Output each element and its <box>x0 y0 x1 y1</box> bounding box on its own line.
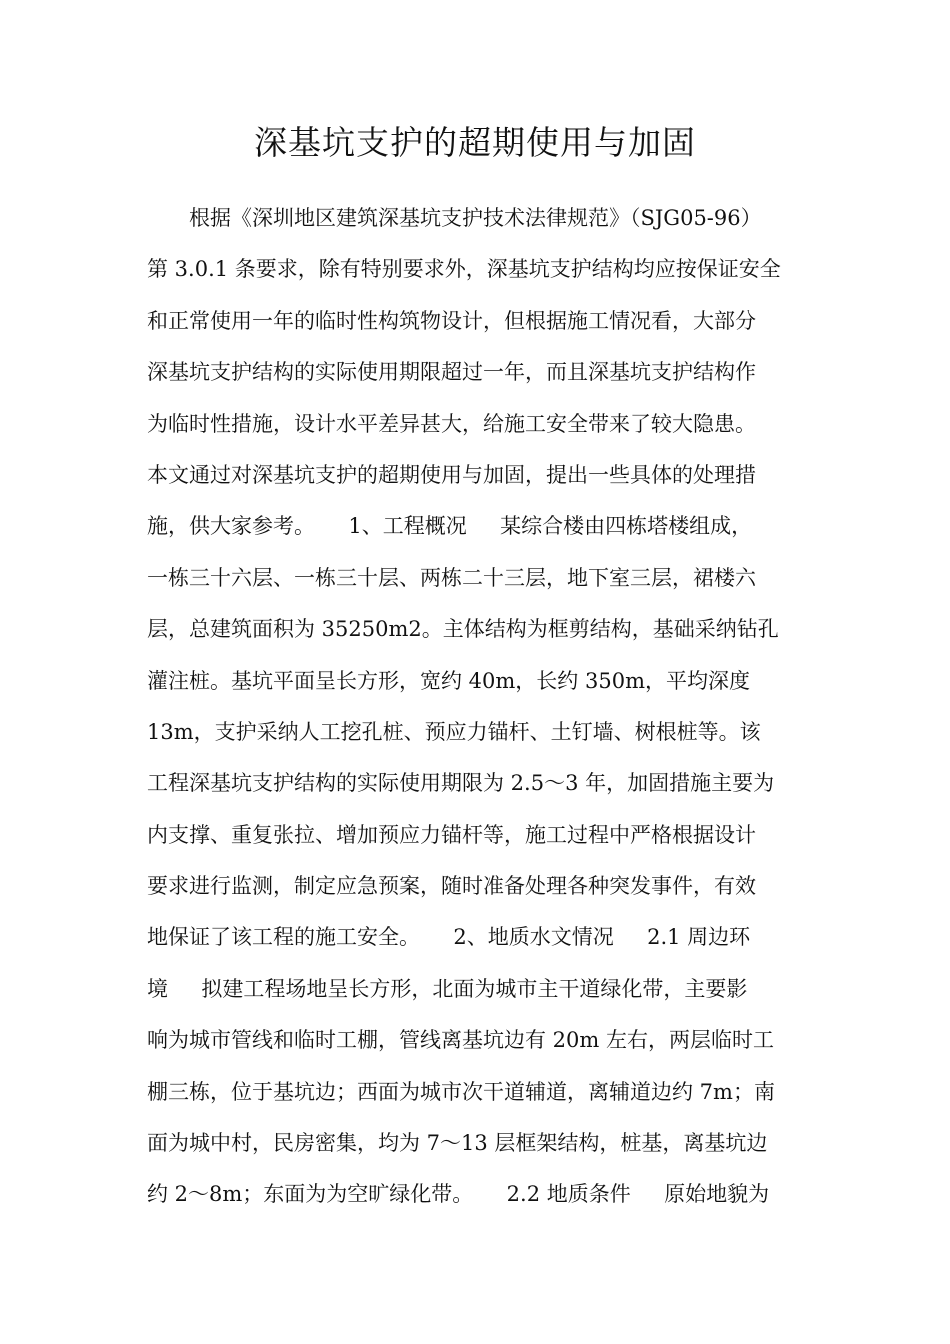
paragraph-line: 13m，支护采纳人工挖孔桩、预应力锚杆、土钉墙、树根桩等。该 <box>147 719 761 744</box>
document-title: 深基坑支护的超期使用与加固 <box>254 123 696 162</box>
paragraph-line: 本文通过对深基坑支护的超期使用与加固，提出一些具体的处理措 <box>147 462 756 487</box>
paragraph-line: 根据《深圳地区建筑深基坑支护技术法律规范》（SJG05-96） <box>189 206 762 230</box>
paragraph-line: 为临时性措施，设计水平差异甚大，给施工安全带来了较大隐患。 <box>147 411 756 436</box>
paragraph-line: 内支撑、重复张拉、增加预应力锚杆等，施工过程中严格根据设计 <box>147 822 756 847</box>
paragraph-line: 响为城市管线和临时工棚，管线离基坑边有 20m 左右，两层临时工 <box>147 1028 774 1053</box>
document-body <box>147 193 807 1221</box>
paragraph-line: 层，总建筑面积为 35250m2。主体结构为框剪结构，基础采纳钻孔 <box>147 617 779 642</box>
paragraph-line: 棚三栋，位于基坑边；西面为城市次干道辅道，离辅道边约 7m；南 <box>147 1079 775 1104</box>
paragraph-line: 灌注桩。基坑平面呈长方形，宽约 40m，长约 350m，平均深度 <box>147 668 750 693</box>
paragraph-line: 和正常使用一年的临时性构筑物设计，但根据施工情况看，大部分 <box>147 308 756 333</box>
paragraph-line: 约 2～8m；东面为为空旷绿化带。 2.2 地质条件 原始地貌为 <box>147 1182 770 1207</box>
paragraph-line: 要求进行监测，制定应急预案，随时准备处理各种突发事件，有效 <box>147 874 756 899</box>
paragraph-line: 施，供大家参考。 1、工程概况 某综合楼由四栋塔楼组成， <box>147 514 753 539</box>
paragraph-line: 面为城中村，民房密集，均为 7～13 层框架结构，桩基，离基坑边 <box>147 1131 768 1156</box>
paragraph-line: 工程深基坑支护结构的实际使用期限为 2.5～3 年，加固措施主要为 <box>147 771 775 796</box>
paragraph-line: 一栋三十六层、一栋三十层、两栋二十三层，地下室三层，裙楼六 <box>147 565 756 590</box>
paragraph-line: 地保证了该工程的施工安全。 2、地质水文情况 2.1 周边环 <box>147 925 751 950</box>
paragraph-line: 第 3.0.1 条要求，除有特别要求外，深基坑支护结构均应按保证安全 <box>147 257 781 282</box>
paragraph-line: 境 拟建工程场地呈长方形，北面为城市主干道绿化带，主要影 <box>147 976 748 1001</box>
paragraph-line: 深基坑支护结构的实际使用期限超过一年，而且深基坑支护结构作 <box>147 360 756 385</box>
